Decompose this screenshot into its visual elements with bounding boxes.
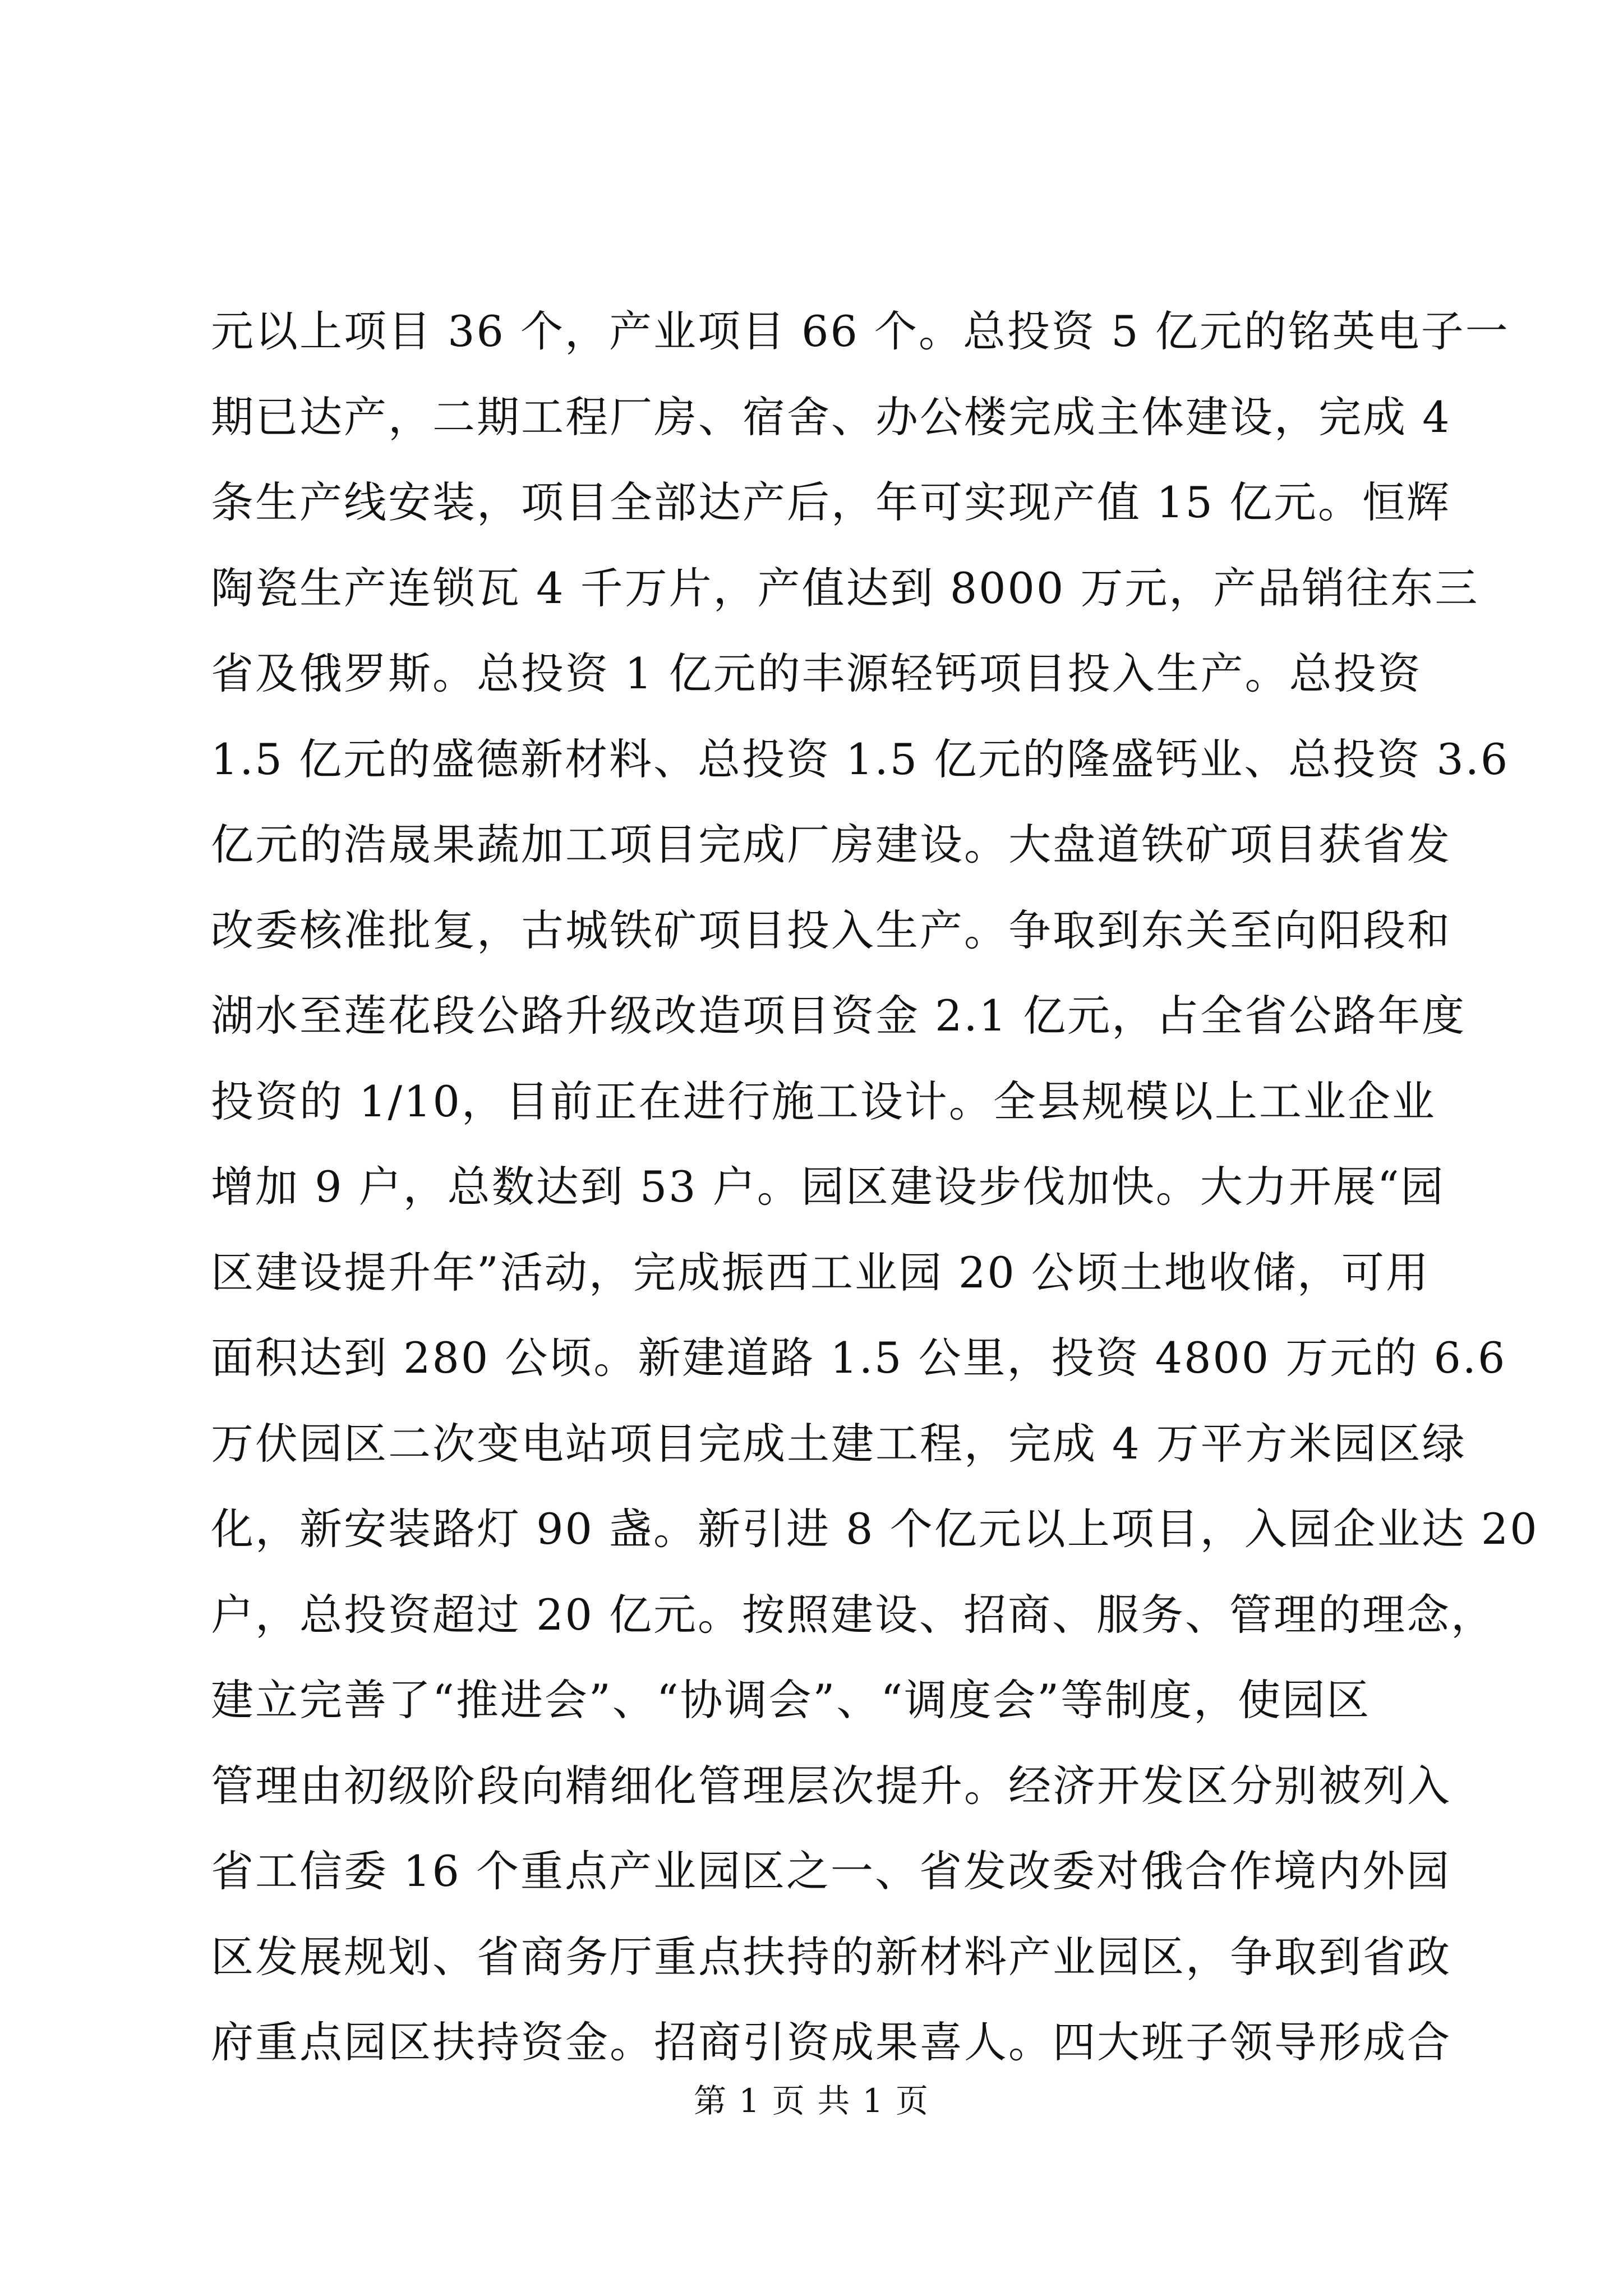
text-line: 省工信委 16 个重点产业园区之一、省发改委对俄合作境内外园	[211, 1846, 1451, 1896]
text-line: 万伏园区二次变电站项目完成土建工程，完成 4 万平方米园区绿	[211, 1418, 1467, 1469]
text-line: 建立完善了“推进会”、“协调会”、“调度会”等制度，使园区	[211, 1675, 1371, 1725]
text-line: 亿元的浩晟果蔬加工项目完成厂房建设。大盘道铁矿项目获省发	[211, 820, 1451, 869]
text-line: 陶瓷生产连锁瓦 4 千万片，产值达到 8000 万元，产品销往东三	[211, 563, 1479, 613]
text-line: 户，总投资超过 20 亿元。按照建设、招商、服务、管理的理念，	[211, 1589, 1496, 1640]
text-line: 条生产线安装，项目全部达产后，年可实现产值 15 亿元。恒辉	[211, 477, 1451, 527]
text-line: 改委核准批复，古城铁矿项目投入生产。争取到东关至向阳段和	[211, 905, 1451, 955]
text-line: 面积达到 280 公顷。新建道路 1.5 公里，投资 4800 万元的 6.6	[211, 1333, 1507, 1383]
text-line: 增加 9 户，总数达到 53 户。园区建设步伐加快。大力开展“园	[211, 1162, 1445, 1212]
body-text	[211, 289, 1539, 2086]
text-line: 1.5 亿元的盛德新材料、总投资 1.5 亿元的隆盛钙业、总投资 3.6	[211, 734, 1510, 784]
page-number-label: 第 1 页 共 1 页	[694, 2082, 929, 2120]
text-line: 府重点园区扶持资金。招商引资成果喜人。四大班子领导形成合	[211, 2017, 1451, 2067]
text-line: 区发展规划、省商务厅重点扶持的新材料产业园区，争取到省政	[211, 1931, 1451, 1982]
text-line: 湖水至莲花段公路升级改造项目资金 2.1 亿元，占全省公路年度	[211, 991, 1467, 1041]
text-line: 管理由初级阶段向精细化管理层次提升。经济开发区分别被列入	[211, 1760, 1451, 1811]
text-line: 投资的 1/10，目前正在进行施工设计。全县规模以上工业企业	[211, 1076, 1436, 1126]
page-footer	[0, 2078, 1623, 2123]
text-line: 省及俄罗斯。总投资 1 亿元的丰源轻钙项目投入生产。总投资	[211, 648, 1422, 698]
text-line: 元以上项目 36 个，产业项目 66 个。总投资 5 亿元的铭英电子一	[211, 306, 1510, 356]
text-line: 化，新安装路灯 90 盏。新引进 8 个亿元以上项目，入园企业达 20	[211, 1504, 1539, 1554]
text-line: 区建设提升年”活动，完成振西工业园 20 公顷土地收储，可用	[211, 1247, 1430, 1297]
text-line: 期已达产，二期工程厂房、宿舍、办公楼完成主体建设，完成 4	[211, 392, 1451, 442]
